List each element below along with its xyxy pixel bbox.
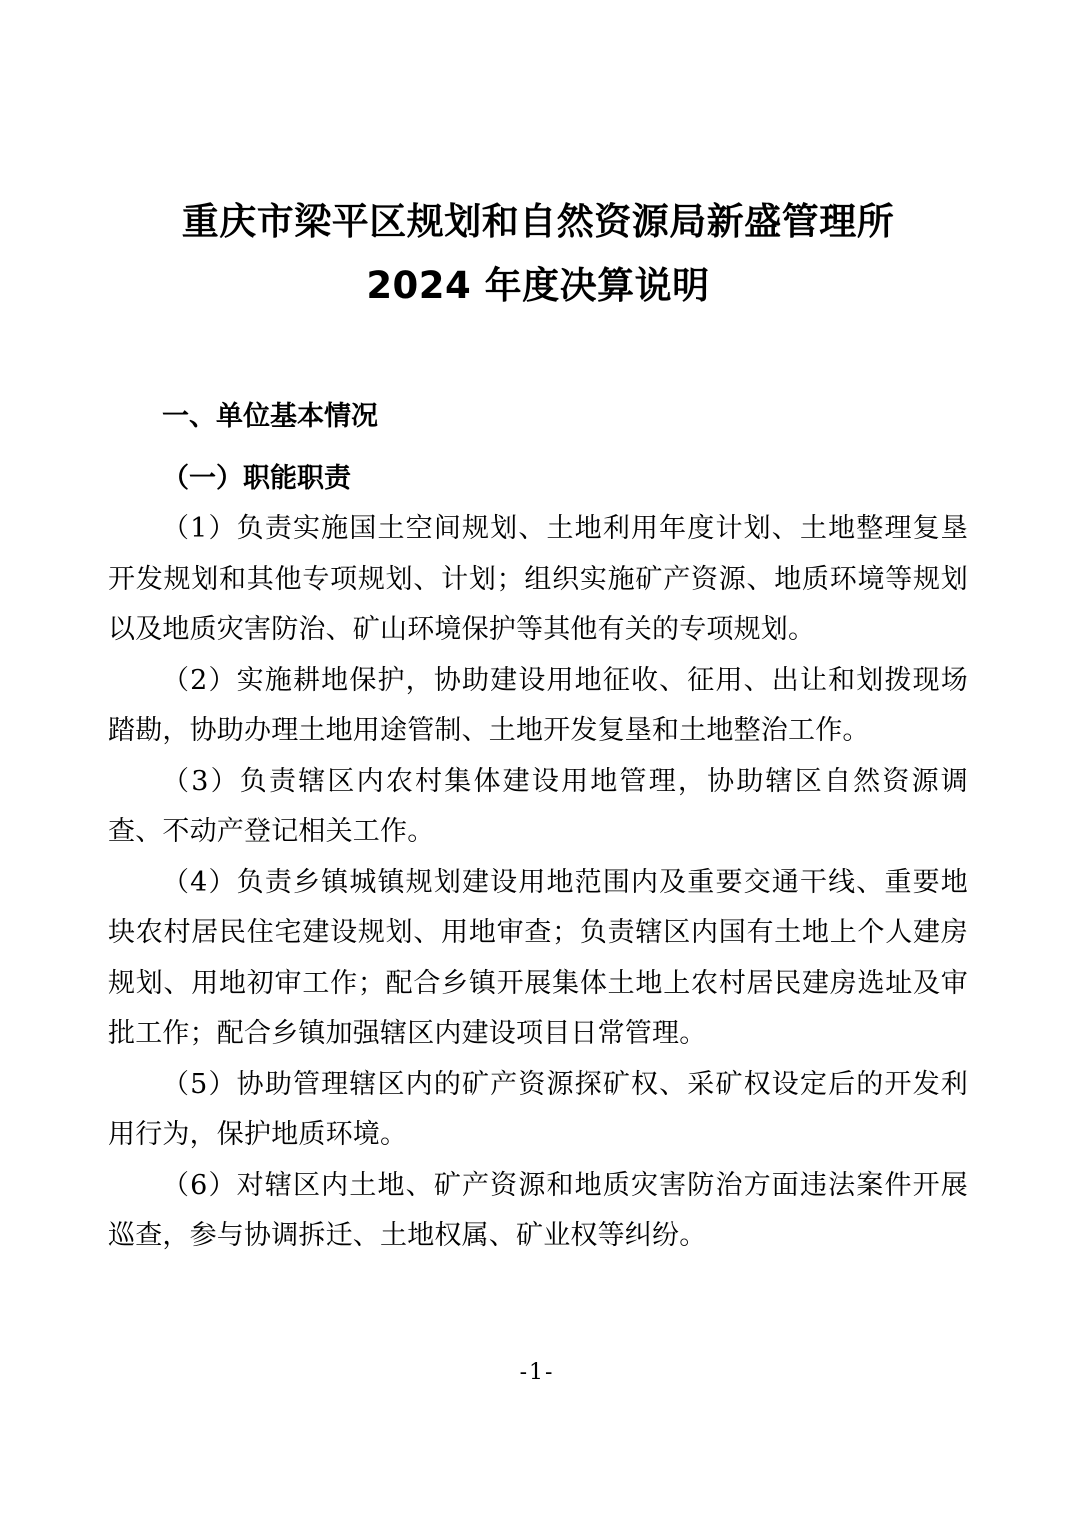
- paragraph-6: （6）对辖区内土地、矿产资源和地质灾害防治方面违法案件开展巡查，参与协调拆迁、土地权属、矿业权等纠纷。: [108, 1169, 968, 1251]
- paragraph-3: （3）负责辖区内农村集体建设用地管理，协助辖区自然资源调查、不动产登记相关工作。: [108, 765, 968, 847]
- paragraph-5: （5）协助管理辖区内的矿产资源探矿权、采矿权设定后的开发利用行为，保护地质环境。: [108, 1068, 968, 1150]
- document-body: [108, 0, 968, 1262]
- sub-heading: （一）职能职责: [162, 463, 351, 494]
- paragraph-1: （1）负责实施国土空间规划、土地利用年度计划、土地整理复垦开发规划和其他专项规划、计划；组织实施矿产资源、地质环境等规划以及地质灾害防治、矿山环境保护等其他有关的专项规划。: [108, 513, 968, 645]
- paragraph-4: （4）负责乡镇城镇规划建设用地范围内及重要交通干线、重要地块农村居民住宅建设规划、用地审查；负责辖区内国有土地上个人建房规划、用地初审工作；配合乡镇开展集体土地上农村居民建房选址及审批工作；配合乡镇加强辖区内建设项目日常管理。: [108, 866, 968, 1049]
- page-title: [108, 190, 968, 318]
- paragraph-2: （2）实施耕地保护，协助建设用地征收、征用、出让和划拨现场踏勘，协助办理土地用途管制、土地开发复垦和土地整治工作。: [108, 664, 968, 746]
- page-title-line-2: 2024 年度决算说明: [366, 264, 710, 307]
- page-title-line-1: 重庆市梁平区规划和自然资源局新盛管理所: [181, 200, 895, 243]
- section-heading: 一、单位基本情况: [162, 401, 378, 432]
- page-number: -1-: [519, 1360, 555, 1385]
